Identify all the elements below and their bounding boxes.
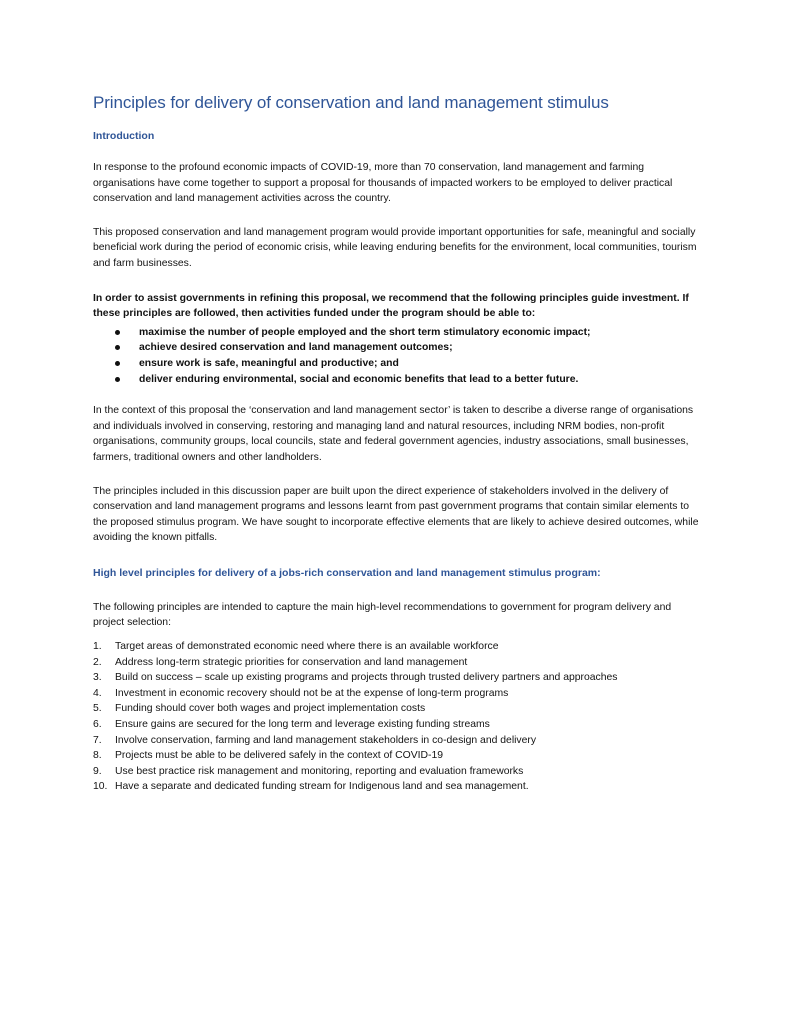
principle-item — [93, 733, 705, 749]
bullet-dot-icon — [115, 345, 120, 350]
principle-number: 3. — [93, 672, 102, 684]
principle-number: 5. — [93, 703, 102, 715]
principle-text: Address long-term strategic priorities for conservation and land management — [115, 656, 468, 668]
principle-number: 1. — [93, 641, 102, 653]
principle-number: 2. — [93, 656, 102, 668]
introduction-heading: Introduction — [93, 130, 155, 142]
principle-item — [93, 686, 705, 702]
objective-text: deliver enduring environmental, social and economic benefits that lead to a better future. — [139, 373, 579, 385]
principle-text: Use best practice risk management and monitoring, reporting and evaluation frameworks — [115, 765, 524, 777]
principle-text: Have a separate and dedicated funding stream for Indigenous land and sea management. — [115, 781, 529, 793]
principle-number: 7. — [93, 734, 102, 746]
objective-item — [115, 340, 705, 356]
principle-text: Target areas of demonstrated economic need where there is an available workforce — [115, 641, 499, 653]
document-title: Principles for delivery of conservation and land management stimulus — [93, 93, 609, 112]
principle-number: 6. — [93, 719, 102, 731]
principle-number: 10. — [93, 781, 108, 793]
principle-item — [93, 639, 705, 655]
objective-text: maximise the number of people employed and the short term stimulatory economic impact; — [139, 326, 591, 338]
principle-item — [93, 655, 705, 671]
principle-text: Ensure gains are secured for the long term and leverage existing funding streams — [115, 719, 490, 731]
bullet-dot-icon — [115, 361, 120, 366]
principle-text: Projects must be able to be delivered safely in the context of COVID-19 — [115, 750, 444, 762]
principle-number: 4. — [93, 687, 102, 699]
objective-item — [115, 356, 705, 372]
principle-item — [93, 701, 705, 717]
objectives-list — [93, 325, 705, 387]
principle-item — [93, 748, 705, 764]
bullet-dot-icon — [115, 377, 120, 382]
objective-item — [115, 372, 705, 388]
principle-text: Investment in economic recovery should not be at the expense of long-term programs — [115, 687, 509, 699]
principle-item — [93, 670, 705, 686]
principle-item — [93, 764, 705, 780]
principle-text: Build on success – scale up existing programs and projects through trusted delivery partners and approaches — [115, 672, 618, 684]
objective-item — [115, 325, 705, 341]
program-paragraph: This proposed conservation and land management program would provide important opportunities for safe, meaningful and socially beneficial work during the period of economic crisis, while leaving enduring benefits for the environment, local communities, tourism and farm businesses. — [93, 226, 697, 269]
recommendation-paragraph: In order to assist governments in refining this proposal, we recommend that the following principles guide investment. If these principles are followed, then activities funded under the program should be able to: — [93, 292, 689, 320]
principles-list — [93, 639, 705, 795]
principle-item — [93, 717, 705, 733]
bullet-dot-icon — [115, 330, 120, 335]
objective-text: achieve desired conservation and land management outcomes; — [139, 342, 453, 354]
principle-text: Funding should cover both wages and project implementation costs — [115, 703, 426, 715]
principles-intro-paragraph: The following principles are intended to capture the main high-level recommendations to government for program delivery and project selection: — [93, 601, 672, 629]
principle-number: 9. — [93, 765, 102, 777]
intro-paragraph: In response to the profound economic impacts of COVID-19, more than 70 conservation, land management and farming organisations have come together to support a proposal for thousands of impacted workers to be employed to deliver practical conservation and land management activities across the country. — [93, 162, 673, 205]
principles-heading: High level principles for delivery of a jobs-rich conservation and land management stimulus program: — [93, 566, 601, 579]
principle-text: Involve conservation, farming and land management stakeholders in co-design and delivery — [115, 734, 537, 746]
principle-item — [93, 779, 705, 795]
principles-basis-paragraph: The principles included in this discussion paper are built upon the direct experience of stakeholders involved in the delivery of conservation and land management programs and lessons learnt from past government programs that contain similar elements to the proposed stimulus program. We have sought to incorporate effective elements that are likely to achieve desired outcomes, while avoiding the known pitfalls. — [93, 485, 699, 544]
principle-number: 8. — [93, 750, 102, 762]
sector-definition-paragraph: In the context of this proposal the ‘conservation and land management sector’ is taken to describe a diverse range of organisations and individuals involved in conserving, restoring and managing land and natural resources, including NRM bodies, non-profit organisations, community groups, local councils, state and federal government agencies, industry associations, small businesses, farmers, traditional owners and other landholders. — [93, 405, 694, 463]
objective-text: ensure work is safe, meaningful and productive; and — [139, 357, 399, 369]
document-content — [93, 92, 705, 795]
